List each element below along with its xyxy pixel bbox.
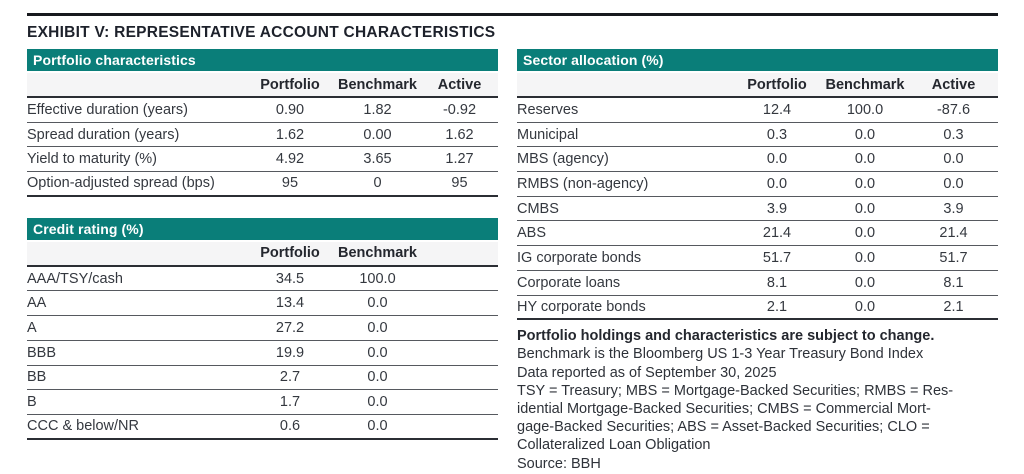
cell-value: 51.7	[939, 249, 968, 266]
column-header: Benchmark	[338, 245, 417, 262]
cell-value: 0.0	[854, 274, 876, 291]
cell-value: -87.6	[936, 101, 971, 118]
row-label: Corporate loans	[517, 274, 621, 291]
cell-value: 95	[281, 175, 299, 192]
table-row	[517, 271, 998, 296]
cell-value: 8.1	[943, 274, 964, 291]
portfolio-characteristics-grid	[27, 73, 498, 197]
table-header-row	[27, 73, 498, 98]
cell-value: 0.0	[854, 126, 876, 143]
footnote-line: TSY = Treasury; MBS = Mortgage-Backed Securities; RMBS = Res-	[517, 382, 954, 399]
footnote-line: Collateralized Loan Obligation	[517, 437, 711, 454]
column-header: Benchmark	[825, 76, 905, 93]
table-row	[27, 341, 498, 366]
cell-value: 0.0	[854, 151, 876, 168]
footnotes	[517, 327, 998, 473]
row-label: HY corporate bonds	[517, 298, 646, 315]
table-row	[517, 246, 998, 271]
row-label: A	[27, 319, 37, 336]
row-label: Yield to maturity (%)	[27, 151, 157, 168]
cell-value: 0.0	[367, 394, 388, 411]
cell-value: 0.0	[367, 369, 388, 386]
column-header: Portfolio	[260, 245, 320, 262]
cell-value: 3.9	[943, 200, 964, 217]
top-rule	[27, 13, 998, 16]
cell-value: 0.6	[279, 418, 301, 435]
cell-value: 0.00	[363, 126, 392, 143]
cell-value: 34.5	[275, 270, 305, 287]
column-header: Benchmark	[338, 76, 417, 93]
table-row	[27, 123, 498, 148]
table-header-row	[517, 73, 998, 98]
cell-value: 0.0	[367, 319, 388, 336]
cell-value: 1.27	[445, 151, 474, 168]
exhibit-title: EXHIBIT V: REPRESENTATIVE ACCOUNT CHARACTERISTICS	[27, 24, 496, 41]
cell-value: 13.4	[275, 295, 305, 312]
right-column	[517, 49, 998, 473]
column-header: Portfolio	[747, 76, 807, 93]
cell-value: 21.4	[762, 225, 792, 242]
cell-value: 100.0	[359, 270, 396, 287]
cell-value: 95	[451, 175, 468, 192]
footnote-line: Source: BBH	[517, 455, 601, 472]
cell-value: 2.7	[279, 369, 301, 386]
row-label: Reserves	[517, 101, 579, 118]
cell-value: 21.4	[939, 225, 968, 242]
table-header-row	[27, 242, 498, 267]
table-row	[517, 296, 998, 321]
column-header: Portfolio	[260, 76, 320, 93]
row-label: B	[27, 394, 37, 411]
row-label: ABS	[517, 225, 547, 242]
row-label: MBS (agency)	[517, 151, 609, 168]
row-label: Municipal	[517, 126, 579, 143]
cell-value: 4.92	[275, 151, 305, 168]
row-label: BB	[27, 369, 47, 386]
cell-value: 0.0	[854, 225, 876, 242]
table-row	[27, 98, 498, 123]
row-label: Option-adjusted spread (bps)	[27, 175, 215, 192]
cell-value: 1.82	[363, 101, 392, 118]
footnote-bold-line: Portfolio holdings and characteristics are subject to change.	[517, 328, 935, 345]
column-header: Active	[931, 76, 976, 93]
table-row	[27, 415, 498, 440]
table-row	[517, 147, 998, 172]
cell-value: 1.62	[445, 126, 474, 143]
row-label: BBB	[27, 344, 57, 361]
cell-value: 0.0	[367, 295, 388, 312]
cell-value: 0.0	[854, 298, 876, 315]
credit-rating-grid	[27, 242, 498, 440]
table-row	[27, 172, 498, 197]
cell-value: 0.0	[854, 249, 876, 266]
footnote-line: Benchmark is the Bloomberg US 1-3 Year Treasury Bond Index	[517, 346, 924, 363]
row-label: Spread duration (years)	[27, 126, 180, 143]
cell-value: 8.1	[766, 274, 788, 291]
row-label: RMBS (non-agency)	[517, 175, 649, 192]
table-row	[27, 291, 498, 316]
cell-value: 100.0	[846, 101, 884, 118]
cell-value: 0.0	[854, 175, 876, 192]
row-label: AAA/TSY/cash	[27, 270, 123, 287]
cell-value: 0.0	[367, 344, 388, 361]
sector-allocation-title-bar: Sector allocation (%)	[517, 49, 998, 71]
cell-value: 19.9	[275, 344, 305, 361]
row-label: Effective duration (years)	[27, 101, 188, 118]
sector-allocation-table	[517, 49, 998, 320]
cell-value: 27.2	[275, 319, 305, 336]
cell-value: 0.90	[275, 101, 305, 118]
cell-value: 0.3	[766, 126, 788, 143]
cell-value: 1.7	[279, 394, 301, 411]
cell-value: 0.0	[854, 200, 876, 217]
credit-rating-table	[27, 218, 498, 440]
cell-value: 0.0	[943, 151, 964, 168]
cell-value: 1.62	[275, 126, 305, 143]
cell-value: 51.7	[762, 249, 792, 266]
row-label: CCC & below/NR	[27, 418, 139, 435]
footnote-lines	[517, 345, 998, 472]
table-row	[27, 267, 498, 292]
footnote-line: Data reported as of September 30, 2025	[517, 364, 777, 381]
row-label: AA	[27, 295, 47, 312]
cell-value: 2.1	[766, 298, 788, 315]
portfolio-characteristics-title-bar: Portfolio characteristics	[27, 49, 498, 71]
cell-value: 3.65	[363, 151, 392, 168]
table-row	[517, 98, 998, 123]
table-row	[27, 147, 498, 172]
table-row	[517, 197, 998, 222]
table-row	[517, 172, 998, 197]
row-label: IG corporate bonds	[517, 249, 642, 266]
table-row	[517, 123, 998, 148]
cell-value: 0.0	[367, 418, 388, 435]
credit-rating-title-bar: Credit rating (%)	[27, 218, 498, 240]
table-row	[27, 390, 498, 415]
cell-value: 0.0	[766, 151, 788, 168]
sector-allocation-grid	[517, 73, 998, 320]
cell-value: 2.1	[943, 298, 964, 315]
cell-value: -0.92	[442, 101, 477, 118]
cell-value: 12.4	[762, 101, 792, 118]
cell-value: 0	[373, 175, 382, 192]
left-column	[27, 49, 498, 440]
table-row	[27, 366, 498, 391]
cell-value: 0.0	[766, 175, 788, 192]
table-row	[517, 221, 998, 246]
cell-value: 0.0	[943, 175, 964, 192]
footnote-line: idential Mortgage-Backed Securities; CMBS = Commercial Mort-	[517, 401, 931, 417]
cell-value: 0.3	[943, 126, 964, 143]
cell-value: 3.9	[766, 200, 788, 217]
portfolio-characteristics-table	[27, 49, 498, 197]
row-label: CMBS	[517, 200, 559, 217]
table-row	[27, 316, 498, 341]
footnote-line: gage-Backed Securities; ABS = Asset-Backed Securities; CLO =	[517, 419, 930, 436]
column-header: Active	[437, 76, 482, 93]
